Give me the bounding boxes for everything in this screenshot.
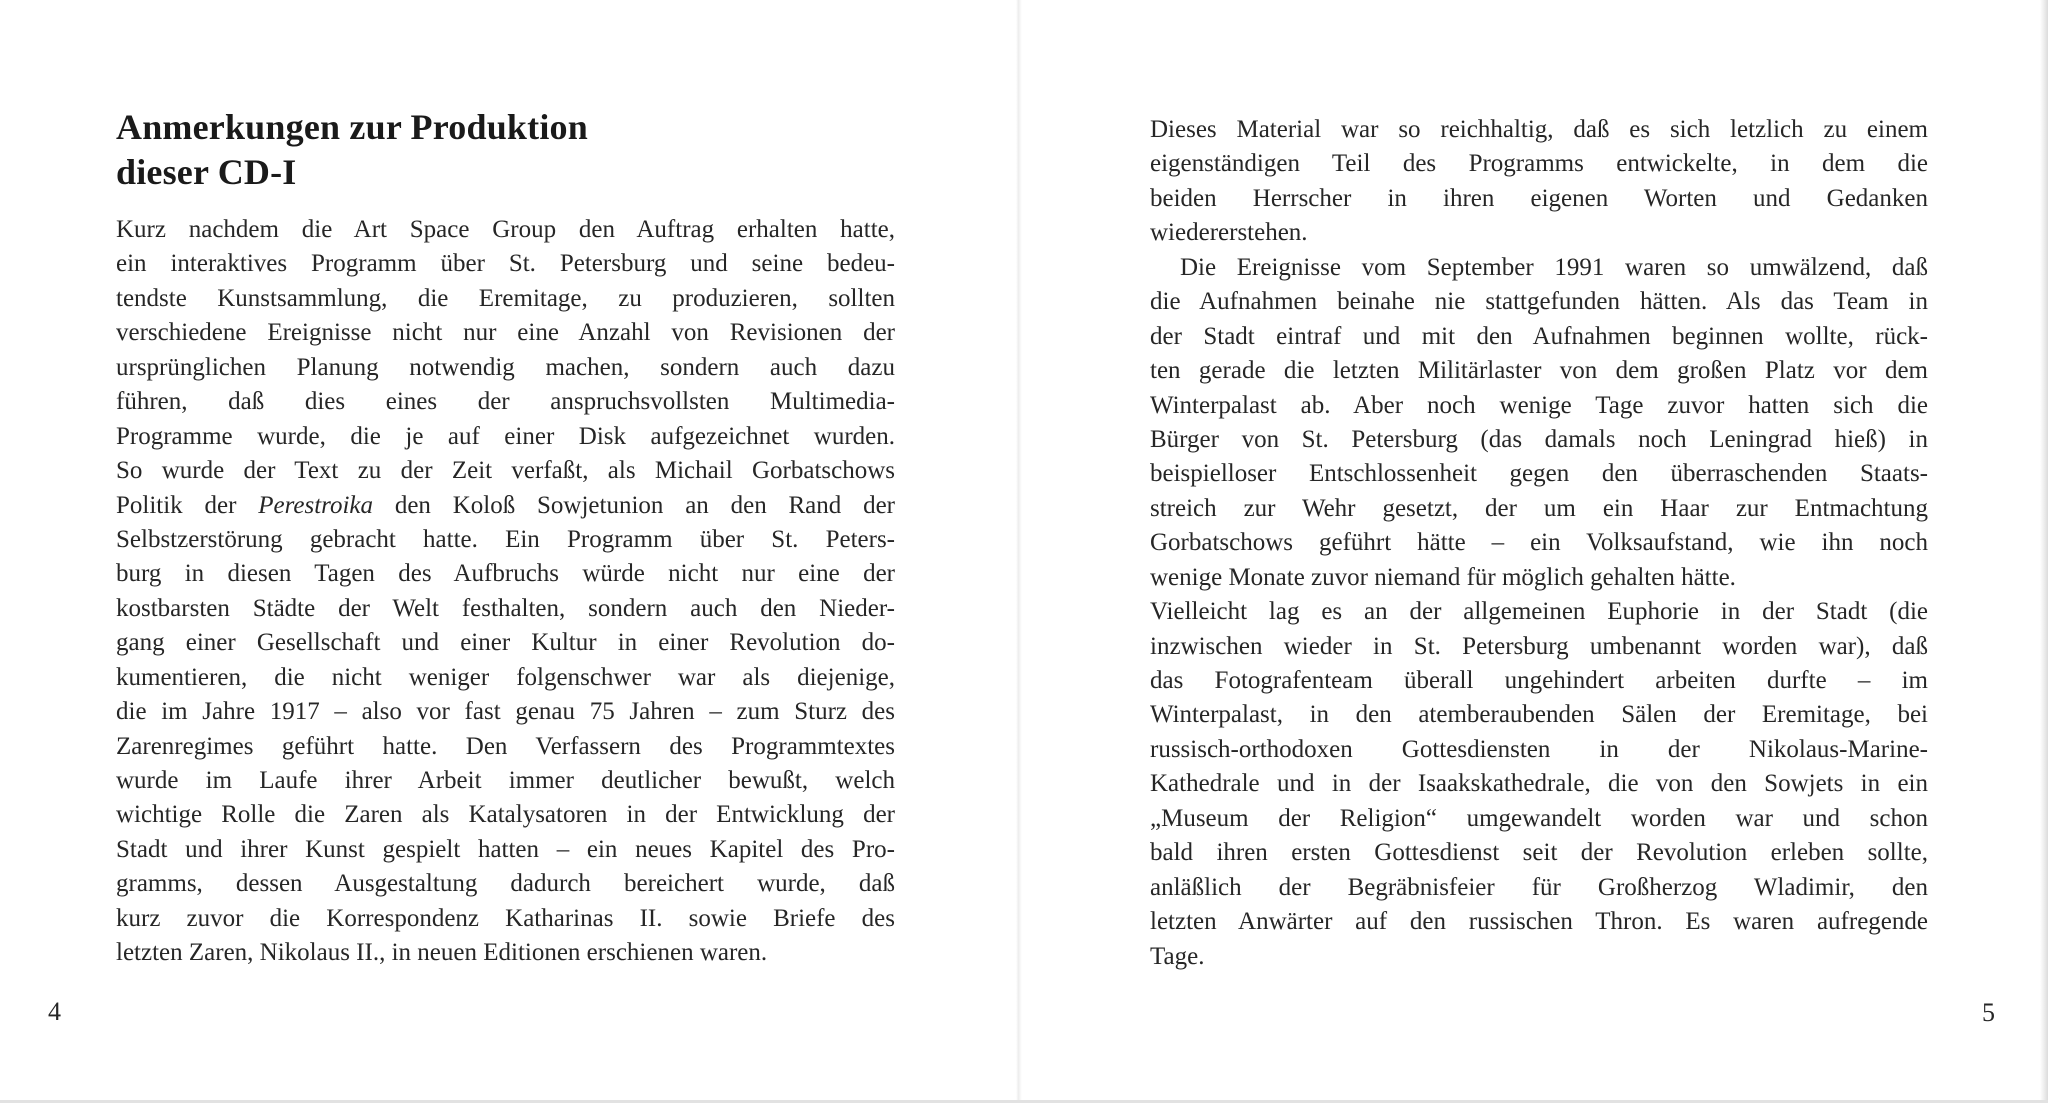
text-line: kurz zuvor die Korrespondenz Katharinas II. sowie Briefe des <box>116 904 895 932</box>
text-line: wenige Monate zuvor niemand für möglich gehalten hätte. <box>1150 563 1736 591</box>
text-line-perestroika <box>116 489 895 523</box>
page-title <box>116 105 588 195</box>
text-line: ten gerade die letzten Militärlaster von dem großen Platz vor dem <box>1150 357 1928 385</box>
text-line: streich zur Wehr gesetzt, der um ein Haar zur Entmachtung <box>1150 494 1928 522</box>
text-line: So wurde der Text zu der Zeit verfaßt, als Michail Gorbatschows <box>116 457 895 485</box>
text-line: beispielloser Entschlossenheit gegen den überraschenden Staats- <box>1150 460 1928 488</box>
text-line: die Aufnahmen beinahe nie stattgefunden hätten. Als das Team in <box>1150 288 1928 316</box>
text-line: letzten Anwärter auf den russischen Thron. Es waren aufregende <box>1150 908 1928 936</box>
text-fragment: den Koloß Sowjetunion an den Rand der <box>373 491 896 519</box>
text-line: beiden Herrscher in ihren eigenen Worten und Gedanken <box>1150 184 1928 212</box>
text-line: das Fotografenteam überall ungehindert arbeiten durfte – im <box>1150 667 1928 694</box>
text-line: führen, daß dies eines der anspruchsvollsten Multimedia- <box>116 388 895 416</box>
text-line: wiedererstehen. <box>1150 219 1308 247</box>
text-line: Programme wurde, die je auf einer Disk aufgezeichnet wurden. <box>116 422 895 450</box>
text-line: Kathedrale und in der Isaakskathedrale, die von den Sowjets in ein <box>1150 770 1928 798</box>
text-line: gang einer Gesellschaft und einer Kultur in einer Revolution do- <box>116 629 895 657</box>
text-line: Stadt und ihrer Kunst gespielt hatten – ein neues Kapitel des Pro- <box>116 835 895 863</box>
text-line: ursprünglichen Planung notwendig machen, sondern auch dazu <box>116 353 895 381</box>
italic-term: Perestroika <box>258 491 374 519</box>
page-number-right: 5 <box>1982 998 1995 1027</box>
text-line: tendste Kunstsammlung, die Eremitage, zu produzieren, sollten <box>116 284 895 312</box>
page-title-line-2: dieser CD-I <box>116 152 297 192</box>
text-line: wurde im Laufe ihrer Arbeit immer deutlicher bewußt, welch <box>116 767 895 794</box>
text-line: gramms, dessen Ausgestaltung dadurch bereichert wurde, daß <box>116 870 895 898</box>
text-line: ein interaktives Programm über St. Petersburg und seine bedeu- <box>116 250 895 278</box>
text-line: verschiedene Ereignisse nicht nur eine Anzahl von Revisionen der <box>116 319 895 347</box>
page-edge-shadow <box>2040 0 2048 1103</box>
page-gutter <box>1016 0 1022 1103</box>
text-line: wichtige Rolle die Zaren als Katalysatoren in der Entwicklung der <box>116 801 895 829</box>
text-line: Vielleicht lag es an der allgemeinen Euphorie in der Stadt (die <box>1150 598 1928 626</box>
text-line: Winterpalast ab. Aber noch wenige Tage zuvor hatten sich die <box>1150 391 1928 419</box>
text-line: anläßlich der Begräbnisfeier für Großherzog Wladimir, den <box>1150 873 1928 901</box>
right-page-text <box>1150 113 1928 974</box>
page-title-line-1: Anmerkungen zur Produktion <box>116 107 588 147</box>
text-line: russisch-orthodoxen Gottesdiensten in der Nikolaus-Marine- <box>1150 735 1928 763</box>
text-line: eigenständigen Teil des Programms entwickelte, in dem die <box>1150 150 1928 178</box>
text-line: letzten Zaren, Nikolaus II., in neuen Editionen erschienen waren. <box>116 939 768 967</box>
text-line: kostbarsten Städte der Welt festhalten, sondern auch den Nieder- <box>116 594 895 622</box>
text-line: der Stadt eintraf und mit den Aufnahmen beginnen wollte, rück- <box>1150 322 1928 350</box>
text-line: kumentieren, die nicht weniger folgenschwer war als diejenige, <box>116 663 895 691</box>
text-line: Bürger von St. Petersburg (das damals noch Leningrad hieß) in <box>1150 425 1928 453</box>
text-line: bald ihren ersten Gottesdienst seit der Revolution erleben sollte, <box>1150 839 1928 867</box>
text-line: Zarenregimes geführt hatte. Den Verfassern des Programmtextes <box>116 732 895 760</box>
text-line: die im Jahre 1917 – also vor fast genau 75 Jahren – zum Sturz des <box>116 698 895 726</box>
text-line: Selbstzerstörung gebracht hatte. Ein Programm über St. Peters- <box>116 525 895 553</box>
text-line: Tage. <box>1150 942 1205 970</box>
text-line: Dieses Material war so reichhaltig, daß es sich letzlich zu einem <box>1150 116 1928 143</box>
text-fragment: Politik der <box>116 491 259 519</box>
text-line: Die Ereignisse vom September 1991 waren so umwälzend, daß <box>1180 253 1928 281</box>
text-line: „Museum der Religion“ umgewandelt worden war und schon <box>1150 804 1928 832</box>
text-line: inzwischen wieder in St. Petersburg umbenannt worden war), daß <box>1150 632 1928 660</box>
text-line: Winterpalast, in den atemberaubenden Sälen der Eremitage, bei <box>1150 701 1928 729</box>
left-page-text <box>116 213 895 971</box>
text-line: Gorbatschows geführt hätte – ein Volksaufstand, wie ihn noch <box>1150 529 1928 557</box>
text-line: burg in diesen Tagen des Aufbruchs würde nicht nur eine der <box>116 560 895 588</box>
text-line: Kurz nachdem die Art Space Group den Auftrag erhalten hatte, <box>116 216 895 243</box>
page-number-left: 4 <box>48 997 61 1026</box>
